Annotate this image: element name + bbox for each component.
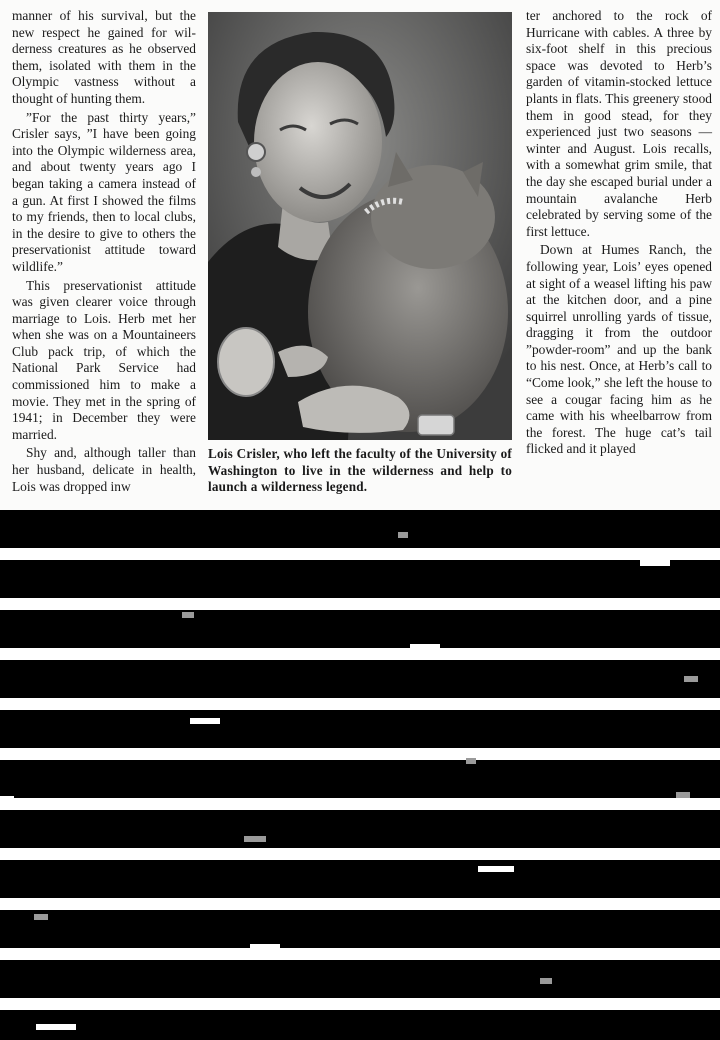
scan-artifact	[250, 944, 280, 950]
scan-artifact	[640, 560, 670, 566]
photo-caption: Lois Crisler, who left the faculty of the University of Washington to live in the wilderness and help to launch a wilderness legend.	[208, 446, 512, 495]
scan-artifact	[684, 676, 698, 682]
paragraph: Down at Humes Ranch, the following year, Lois’ eyes opened at sight of a weasel lifting his paw at the kitchen door, and a pine squirrel unrolling yards of tissue, dragging it from the outdoor ”powder-room” and up the bank to his nest. Once, at Herb’s call to “Come look,” she left the house to see a cougar facing him as he came with his wheelbarrow from the forest. The huge cat’s tail flicked and it played	[526, 242, 712, 457]
scan-artifact	[466, 758, 476, 764]
paragraph: This preservationist attitude was given clearer voice through marriage to Lois. Herb met her when she was on a Mountaineers Club pack trip, of which the National Park Service had commissioned him to make a movie. They met in the spring of 1941; in December they were married.	[12, 277, 196, 442]
scan-artifact	[540, 978, 552, 984]
scan-artifact	[410, 644, 440, 650]
redacted-area	[0, 510, 720, 1040]
left-text-column	[12, 8, 196, 497]
scan-artifact	[676, 792, 690, 798]
right-text-column	[526, 8, 712, 460]
paragraph: Shy and, although taller than her husband, delicate in health, Lois was dropped inw	[12, 445, 196, 494]
scan-artifact	[34, 914, 48, 920]
paragraph: ”For the past thirty years,” Crisler says, ”I have been going into the Olympic wilderness area, and about twenty years ago I began taking a camera instead of a gun. At first I showed the films to my friends, then to local clubs, in the desire to give to others the preservationist attitude toward wildlife.”	[12, 109, 196, 274]
scan-artifact	[398, 532, 408, 538]
paragraph: manner of his survival, but the new respect he gained for wilderness creatures as he observed them, isolated with them in the Olympic vastness without a thought of hunting them.	[12, 8, 196, 106]
scan-artifact	[0, 796, 14, 802]
photo-illustration	[208, 12, 512, 440]
portrait-photo	[208, 12, 512, 440]
scan-artifact	[36, 1024, 76, 1030]
paragraph: ter anchored to the rock of Hurricane with cables. A three by six-foot shelf in this precious space was devoted to Herb’s garden of vitamin-stocked lettuce plants in flats. This greenery stood them in good stead, for they experienced just two seasons — winter and August. Lois recalls, with a somewhat grim smile, that the day she escaped burial under a mountain avalanche Herb celebrated by serving some of the first lettuce.	[526, 8, 712, 239]
scan-artifact	[182, 612, 194, 618]
scan-artifact	[478, 866, 514, 872]
article-top-section	[0, 0, 720, 512]
scan-artifact	[190, 718, 220, 724]
scan-artifact	[244, 836, 266, 842]
